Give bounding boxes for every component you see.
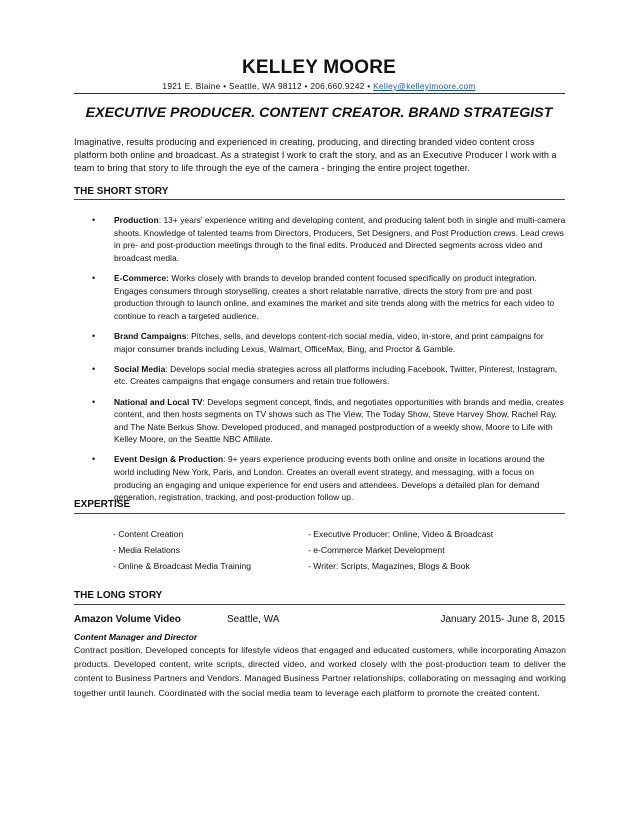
bullet-icon: •: [92, 363, 96, 374]
bullet-text: : 13+ years’ experience writing and developing content, and producing talent both in single and multi-camera shoots. Knowledge of talented teams from Directors, Producers, Set Designers, and Post Production crews. Lead crews in pre- and post-production meetings through to the final edits. Produced and Directed segments across video and broadcast media.: [114, 215, 566, 263]
bullet-label: National and Local TV: [114, 396, 203, 407]
expertise-item: - Content Creation: [113, 529, 184, 539]
bullet-text: : Develops social media strategies across all platforms including Facebook, Twitter, Pinterest, Instagram, etc. Creates campaigns that engage consumers and retain true followers.: [114, 363, 558, 387]
bullet-label: Social Media: [114, 363, 166, 374]
bullet-icon: •: [92, 396, 96, 407]
bullet-text: : Develops segment concept, finds, and negotiates opportunities with brands and media, creates content, and then hosts segments on TV shows such as The View, The Today Show, Steve Harvey Show, Rachel Ray, and The Nate Berkus Show. Developed produced, and managed postproduction of a weekly show, Moore to Life with Kelley Moore, on the Seattle NBC Affiliate.: [114, 396, 564, 445]
bullet-label: Production: [114, 215, 159, 225]
expertise-item: - Online & Broadcast Media Training: [113, 561, 252, 572]
short-story-divider: [74, 199, 565, 200]
short-story-list: [90, 214, 566, 511]
long-story-heading: THE LONG STORY: [74, 590, 163, 601]
bullet-label: Event Design & Production: [114, 454, 224, 465]
contact-details: 1921 E. Blaine • Seattle, WA 98112 • 206.660.9242 •: [162, 81, 374, 91]
job-description: Contract position. Developed concepts for lifestyle videos that engaged and educated customers, while incorporating Amazon products. Developed content, write scripts, directed video, and worked closely with the post-production team to deliver the content to Business Partners and Vendors. Managed Business Partner relationships, collaborating on messaging and working together until launch. Coordinated with the social media team to leverage each platform to promote the created content.: [74, 645, 566, 698]
expertise-item: - Media Relations: [113, 545, 180, 556]
long-story-divider: [74, 604, 565, 605]
bullet-label: E-Commerce:: [114, 272, 170, 283]
list-item: [90, 363, 566, 388]
expertise-item: - e-Commerce Market Development: [308, 545, 445, 556]
bullet-text: : 9+ years experience producing events both online and onsite in locations around the world including New York, Paris, and London. Creates an overall event strategy, and messaging, with a focus on producing an engaging and unique experience for end users and attendees. Develops a detailed plan for demand generation, registration, tracking, and post-production follow up.: [114, 454, 545, 503]
list-item: [90, 396, 566, 446]
short-story-heading: THE SHORT STORY: [74, 186, 169, 197]
bullet-text: Works closely with brands to develop branded content focused specifically on product integration. Engages consumers through storyselling, creates a short relatable narrative, directs the story from pre and post production through to launch online, and examines the market and site trends along with the metrics for each video to continue to reach a targeted audience.: [114, 272, 555, 321]
bullet-text: : Pitches, sells, and develops content-rich social media, video, in-store, and print campaigns for major consumer brands including Lexus, Walmart, OfficeMax, Bing, and Proctor & Gamble.: [114, 330, 544, 354]
job-location: Seattle, WA: [227, 614, 280, 625]
list-item: [90, 214, 566, 264]
job-dates: January 2015- June 8, 2015: [440, 614, 565, 625]
bullet-icon: •: [92, 272, 96, 283]
candidate-name: KELLEY MOORE: [241, 57, 397, 78]
expertise-item: - Executive Producer: Online, Video & Broadcast: [308, 529, 494, 539]
professional-headline: EXECUTIVE PRODUCER. CONTENT CREATOR. BRAND STRATEGIST: [85, 105, 553, 121]
list-item: [90, 330, 566, 355]
job-role: Content Manager and Director: [74, 632, 198, 642]
bullet-icon: •: [92, 454, 96, 465]
email-link[interactable]: Kelley@kelleylmoore.com: [373, 81, 476, 91]
expertise-divider: [74, 513, 565, 514]
list-item: [90, 272, 566, 322]
bullet-icon: •: [92, 215, 96, 225]
bullet-label: Brand Campaigns: [114, 330, 187, 341]
expertise-heading: EXPERTISE: [74, 499, 131, 510]
list-item: [90, 453, 566, 503]
header-divider: [74, 93, 565, 94]
job-company: Amazon Volume Video: [74, 614, 181, 625]
summary-paragraph: Imaginative, results producing and experienced in creating, producing, and directing branded video content cross platform both online and broadcast. As a strategist I work to craft the story, and as an Executive Producer I work with a team to bring that story to life through the eye of the camera - bringing the entire project together.: [74, 137, 557, 174]
bullet-icon: •: [92, 330, 96, 341]
contact-line: [0, 81, 638, 91]
expertise-item: - Writer: Scripts, Magazines, Blogs & Book: [308, 561, 470, 572]
